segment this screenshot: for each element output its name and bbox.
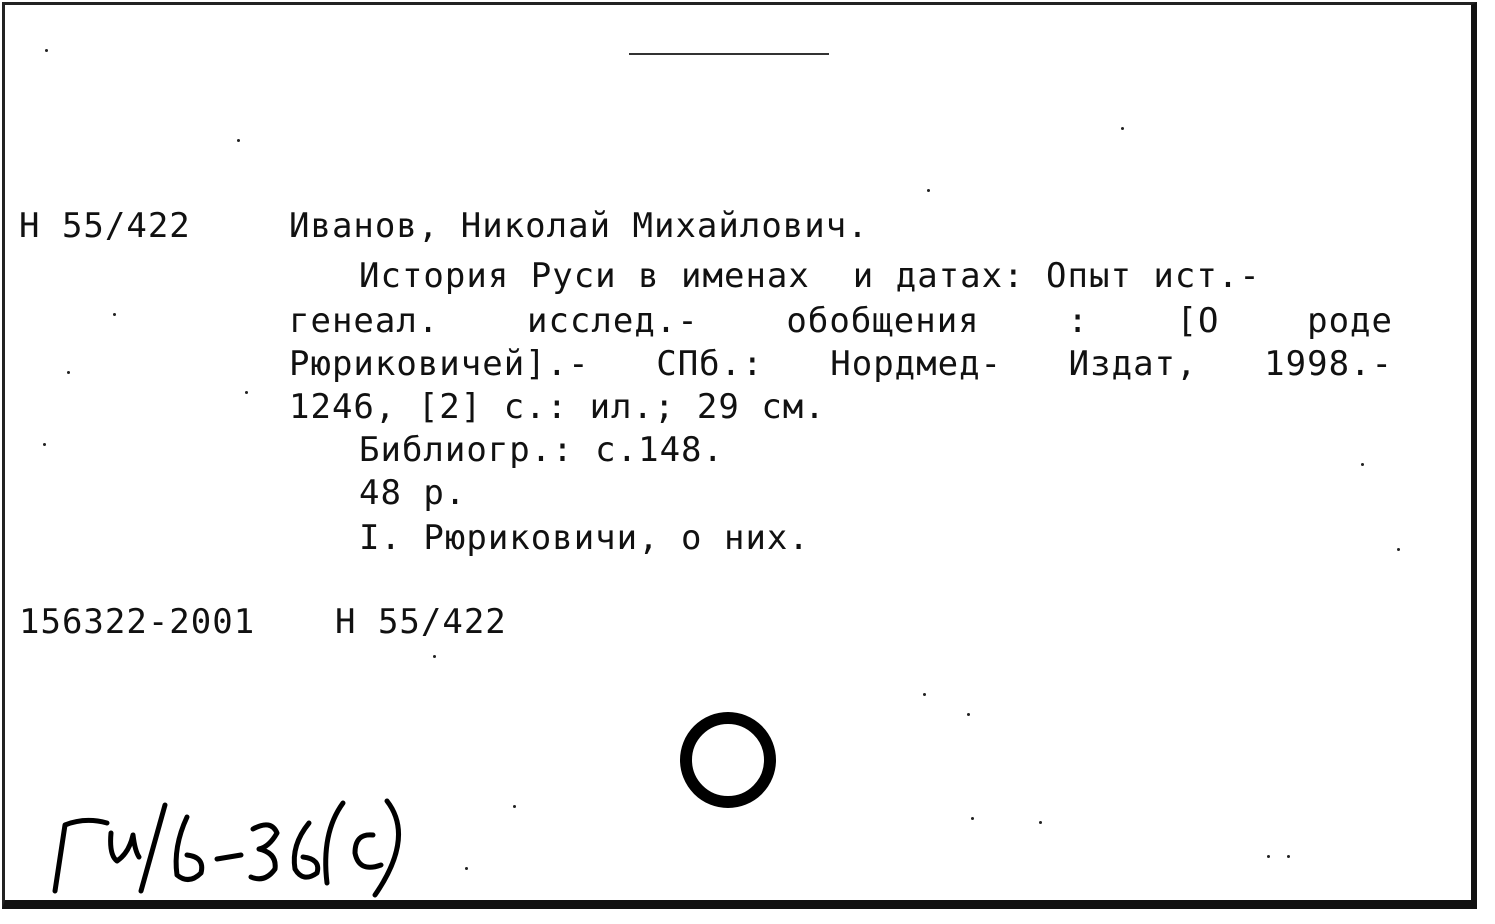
- subject-entry: I. Рюриковичи, о них.: [359, 518, 810, 558]
- speck: [1397, 548, 1400, 551]
- catalog-card: [2, 2, 1477, 909]
- speck: [1287, 855, 1290, 858]
- title-line-2-word: роде: [1307, 301, 1393, 341]
- title-line-3-word: Рюриковичей].-: [289, 344, 590, 384]
- title-line-3-word: Издат,: [1068, 344, 1198, 384]
- speck: [237, 139, 240, 142]
- bibliography-note: Библиогр.: с.148.: [359, 430, 724, 470]
- title-line-3-word: СПб.:: [656, 344, 764, 384]
- title-line-2-word: обобщения: [786, 301, 980, 341]
- speck: [967, 713, 970, 716]
- speck: [245, 391, 248, 394]
- speck: [67, 371, 70, 374]
- title-line-3-word: Нордмед-: [830, 344, 1003, 384]
- title-line-2: [289, 300, 1393, 343]
- title-line-1: История Руси в именах и датах: Опыт ист.-: [359, 256, 1261, 296]
- accession-call-number: Н 55/422: [335, 602, 507, 642]
- handwritten-note: [37, 793, 427, 903]
- speck: [1039, 821, 1042, 824]
- speck: [45, 49, 48, 52]
- top-dash-line: [629, 53, 829, 55]
- speck: [927, 189, 930, 192]
- title-line-2-word: [О: [1176, 301, 1220, 341]
- speck: [923, 693, 926, 696]
- speck: [513, 805, 516, 808]
- accession-number: 156322-2001: [19, 602, 256, 642]
- speck: [113, 313, 116, 316]
- price: 48 р.: [359, 473, 467, 513]
- punch-hole-icon: [673, 710, 783, 815]
- title-line-3: [289, 343, 1393, 386]
- speck: [971, 817, 974, 820]
- title-line-2-word: :: [1067, 301, 1089, 341]
- speck: [43, 443, 46, 446]
- speck: [1267, 855, 1270, 858]
- speck: [433, 655, 436, 658]
- author-heading: Иванов, Николай Михайлович.: [289, 206, 869, 246]
- physical-description: 1246, [2] с.: ил.; 29 см.: [289, 387, 826, 427]
- title-line-3-word: 1998.-: [1264, 344, 1393, 384]
- speck: [1121, 127, 1124, 130]
- title-line-2-word: генеал.: [289, 301, 440, 341]
- title-line-2-word: исслед.-: [526, 301, 699, 341]
- speck: [1361, 463, 1364, 466]
- call-number: Н 55/422: [19, 206, 191, 246]
- speck: [465, 867, 468, 870]
